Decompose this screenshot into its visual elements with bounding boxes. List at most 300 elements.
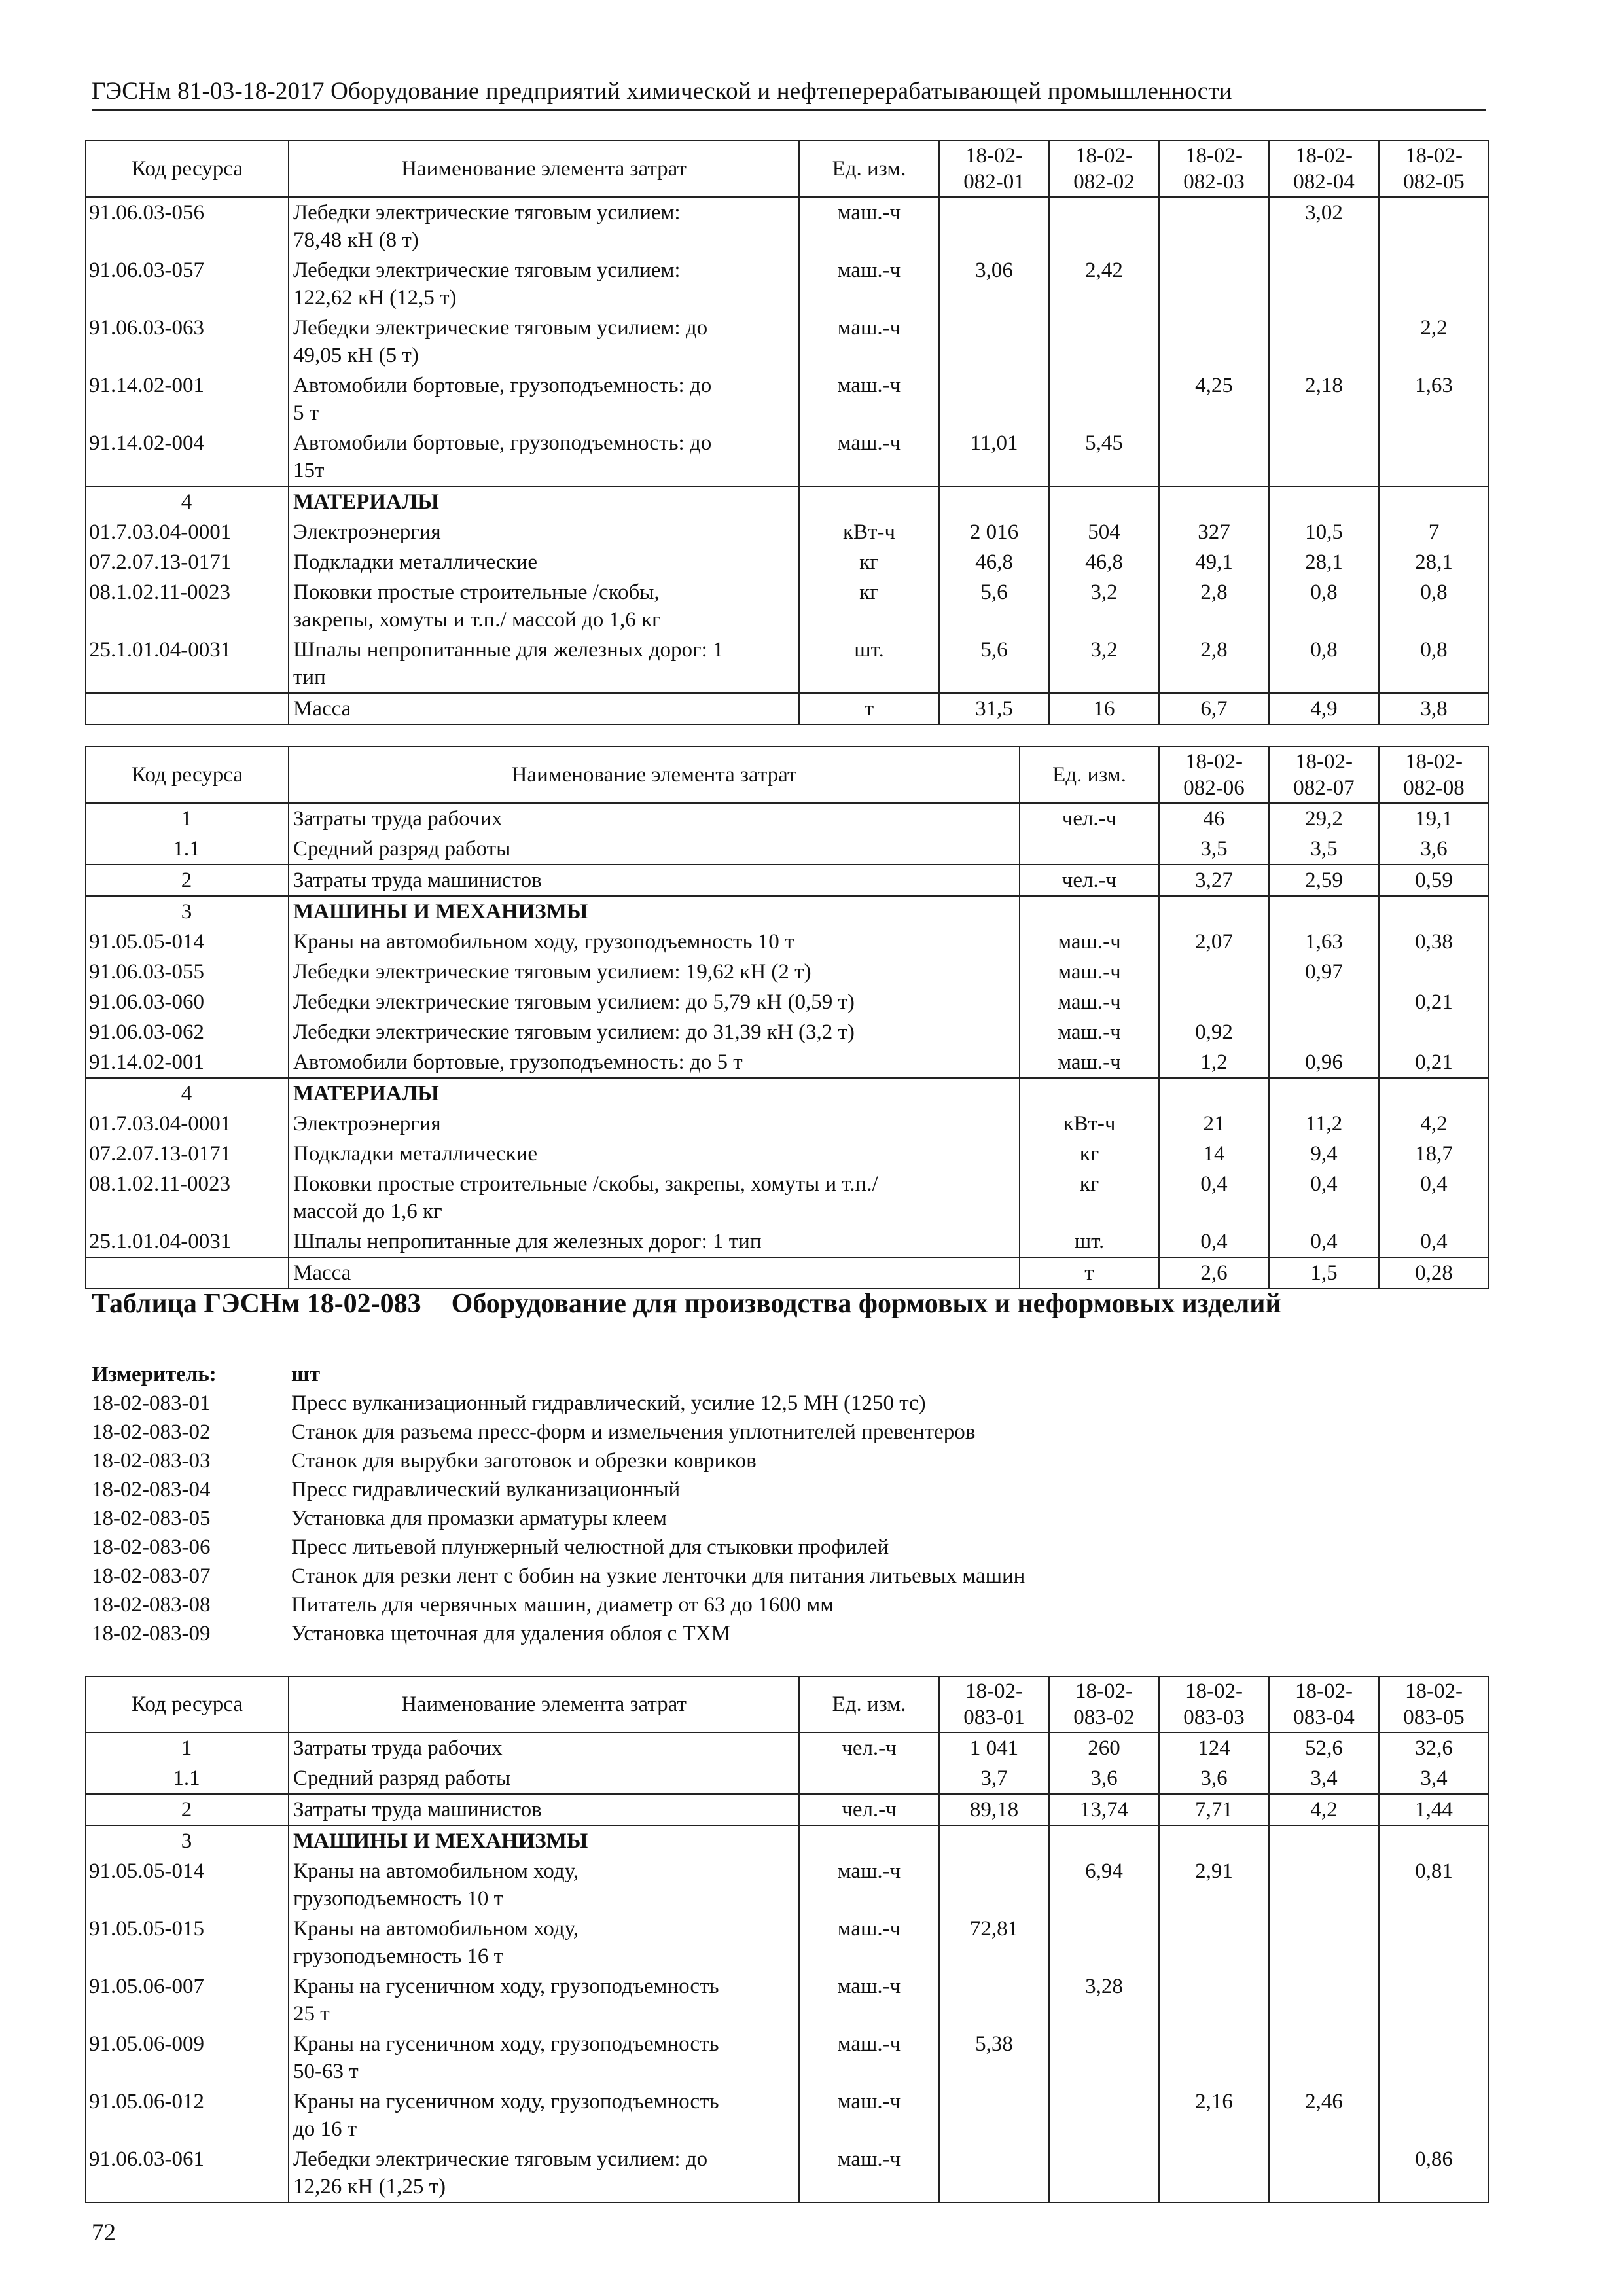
value-cell: 9,4 [1269, 1139, 1379, 1169]
resource-code: 91.05.06-012 [86, 2087, 289, 2144]
value-cell: 16 [1049, 693, 1159, 725]
resource-code: 91.05.06-009 [86, 2029, 289, 2087]
value-cell [1159, 2029, 1269, 2087]
value-cell: 52,6 [1269, 1732, 1379, 1763]
table-row [86, 517, 1489, 547]
value-cell: 11,2 [1269, 1109, 1379, 1139]
cost-element-name: Подкладки металлические [289, 1139, 1020, 1169]
value-cell [939, 1856, 1049, 1914]
value-cell [939, 313, 1049, 370]
value-cell: 3,5 [1159, 834, 1269, 865]
unit-of-measure: маш.-ч [799, 2029, 939, 2087]
value-cell: 0,21 [1379, 1047, 1489, 1078]
resource-code: 91.05.05-014 [86, 927, 289, 957]
value-cell: 31,5 [939, 693, 1049, 725]
value-cell: 4,9 [1269, 693, 1379, 725]
table-row [86, 1109, 1489, 1139]
table-header-row [86, 141, 1489, 197]
value-cell: 3,7 [939, 1763, 1049, 1794]
measure-item-text: Установка для промазки арматуры клеем [291, 1507, 667, 1530]
cost-element-name: Средний разряд работы [289, 834, 1020, 865]
value-cell: 3,6 [1159, 1763, 1269, 1794]
table-row [86, 1732, 1489, 1763]
value-cell [1379, 2087, 1489, 2144]
value-cell [1269, 1914, 1379, 1971]
table-row [86, 1794, 1489, 1825]
column-header: 18-02- 083-05 [1379, 1676, 1489, 1732]
value-cell: 0,28 [1379, 1257, 1489, 1289]
unit-of-measure: маш.-ч [1020, 1047, 1159, 1078]
resource-code: 25.1.01.04-0031 [86, 635, 289, 693]
table-row [86, 957, 1489, 987]
value-cell [1049, 313, 1159, 370]
cost-element-name: МАТЕРИАЛЫ [289, 486, 799, 517]
cost-element-name: Подкладки металлические [289, 547, 799, 577]
value-cell: 28,1 [1379, 547, 1489, 577]
value-cell [1159, 957, 1269, 987]
resource-code: 01.7.03.04-0001 [86, 517, 289, 547]
value-cell: 1,2 [1159, 1047, 1269, 1078]
cost-element-name: Лебедки электрические тяговым усилием: до 12,26 кН (1,25 т) [289, 2144, 799, 2202]
value-cell: 1,63 [1269, 927, 1379, 957]
measure-item-code: 18-02-083-08 [92, 1593, 211, 1617]
value-cell [1379, 428, 1489, 486]
value-cell [939, 1825, 1049, 1856]
cost-element-name: Масса [289, 693, 799, 725]
value-cell [1049, 2144, 1159, 2202]
unit-of-measure: шт. [799, 635, 939, 693]
value-cell: 0,4 [1159, 1227, 1269, 1257]
value-cell [1159, 1971, 1269, 2029]
cost-element-name: Краны на автомобильном ходу, грузоподъемность 10 т [289, 927, 1020, 957]
column-header: 18-02- 082-05 [1379, 141, 1489, 197]
page-number: 72 [92, 2219, 116, 2246]
table-row [86, 834, 1489, 865]
value-cell: 3,4 [1379, 1763, 1489, 1794]
unit-of-measure: кг [1020, 1169, 1159, 1227]
resource-code [86, 1257, 289, 1289]
table-title-id: Таблица ГЭСНм 18-02-083 [92, 1289, 421, 1319]
value-cell: 0,38 [1379, 927, 1489, 957]
measure-item-text: Установка щеточная для удаления облоя с ТХМ [291, 1622, 730, 1645]
table-row [86, 1971, 1489, 2029]
value-cell [1159, 1078, 1269, 1109]
value-cell: 3,2 [1049, 635, 1159, 693]
value-cell: 2,91 [1159, 1856, 1269, 1914]
value-cell: 72,81 [939, 1914, 1049, 1971]
value-cell: 2,6 [1159, 1257, 1269, 1289]
cost-element-name: Краны на гусеничном ходу, грузоподъемность 25 т [289, 1971, 799, 2029]
resource-code: 07.2.07.13-0171 [86, 547, 289, 577]
column-header: 18-02- 083-02 [1049, 1676, 1159, 1732]
value-cell [1159, 255, 1269, 313]
value-cell [1159, 1914, 1269, 1971]
value-cell: 1,5 [1269, 1257, 1379, 1289]
value-cell [1269, 1856, 1379, 1914]
cost-element-name: Средний разряд работы [289, 1763, 799, 1794]
measure-item-code: 18-02-083-01 [92, 1391, 211, 1415]
resource-code: 91.14.02-004 [86, 428, 289, 486]
value-cell: 7 [1379, 517, 1489, 547]
table-row [86, 1763, 1489, 1794]
value-cell [1269, 987, 1379, 1017]
column-header: Код ресурса [86, 1676, 289, 1732]
section-row [86, 896, 1489, 927]
resource-code: 2 [86, 865, 289, 896]
resource-code: 4 [86, 1078, 289, 1109]
value-cell: 11,01 [939, 428, 1049, 486]
measure-item-text: Пресс литьевой плунжерный челюстной для стыковки профилей [291, 1535, 889, 1559]
unit-of-measure: кг [1020, 1139, 1159, 1169]
column-header: Ед. изм. [799, 1676, 939, 1732]
unit-of-measure: маш.-ч [799, 1914, 939, 1971]
value-cell [1379, 1914, 1489, 1971]
value-cell [1159, 896, 1269, 927]
value-cell: 327 [1159, 517, 1269, 547]
value-cell: 6,94 [1049, 1856, 1159, 1914]
value-cell [1269, 1825, 1379, 1856]
cost-element-name: Лебедки электрические тяговым усилием: до 49,05 кН (5 т) [289, 313, 799, 370]
value-cell: 46,8 [1049, 547, 1159, 577]
measure-item-code: 18-02-083-05 [92, 1507, 211, 1530]
column-header: Ед. изм. [1020, 747, 1159, 803]
total-row [86, 1257, 1489, 1289]
value-cell: 3,02 [1269, 197, 1379, 255]
value-cell: 46,8 [939, 547, 1049, 577]
measure-item-code: 18-02-083-06 [92, 1535, 211, 1559]
resource-code: 91.14.02-001 [86, 1047, 289, 1078]
value-cell: 49,1 [1159, 547, 1269, 577]
value-cell [1269, 486, 1379, 517]
value-cell [1159, 1825, 1269, 1856]
cost-element-name: Затраты труда машинистов [289, 1794, 799, 1825]
value-cell [1379, 1078, 1489, 1109]
resource-code: 91.05.06-007 [86, 1971, 289, 2029]
value-cell: 2,8 [1159, 635, 1269, 693]
value-cell: 0,8 [1379, 577, 1489, 635]
resource-code: 1 [86, 1732, 289, 1763]
measure-item-text: Питатель для червячных машин, диаметр от 63 до 1600 мм [291, 1593, 834, 1617]
unit-of-measure: маш.-ч [799, 255, 939, 313]
value-cell: 3,6 [1049, 1763, 1159, 1794]
column-header: 18-02- 083-04 [1269, 1676, 1379, 1732]
value-cell [1049, 2029, 1159, 2087]
running-header: ГЭСНм 81-03-18-2017 Оборудование предприятий химической и нефтеперерабатывающей промышленности [92, 77, 1486, 111]
unit-of-measure: маш.-ч [1020, 1017, 1159, 1047]
cost-element-name: Шпалы непропитанные для железных дорог: 1 тип [289, 635, 799, 693]
value-cell: 5,38 [939, 2029, 1049, 2087]
value-cell [1159, 2144, 1269, 2202]
value-cell [1049, 2087, 1159, 2144]
cost-element-name: Шпалы непропитанные для железных дорог: 1 тип [289, 1227, 1020, 1257]
unit-of-measure [799, 486, 939, 517]
resource-code: 91.06.03-057 [86, 255, 289, 313]
value-cell [1379, 197, 1489, 255]
value-cell: 0,4 [1159, 1169, 1269, 1227]
column-header: 18-02- 082-07 [1269, 747, 1379, 803]
value-cell: 5,45 [1049, 428, 1159, 486]
value-cell [1379, 486, 1489, 517]
cost-element-name: Поковки простые строительные /скобы, закрепы, хомуты и т.п./ массой до 1,6 кг [289, 1169, 1020, 1227]
value-cell: 4,2 [1379, 1109, 1489, 1139]
value-cell: 0,97 [1269, 957, 1379, 987]
unit-of-measure: маш.-ч [799, 428, 939, 486]
value-cell: 504 [1049, 517, 1159, 547]
column-header: 18-02- 082-01 [939, 141, 1049, 197]
table-row [86, 987, 1489, 1017]
value-cell [1159, 197, 1269, 255]
unit-of-measure: маш.-ч [799, 313, 939, 370]
unit-of-measure: маш.-ч [799, 2144, 939, 2202]
value-cell: 14 [1159, 1139, 1269, 1169]
value-cell: 0,4 [1379, 1227, 1489, 1257]
measure-item-code: 18-02-083-02 [92, 1420, 211, 1444]
unit-of-measure: чел.-ч [1020, 865, 1159, 896]
resource-code: 4 [86, 486, 289, 517]
resource-code: 1.1 [86, 834, 289, 865]
value-cell: 0,59 [1379, 865, 1489, 896]
cost-element-name: Затраты труда рабочих [289, 803, 1020, 834]
resource-code: 91.06.03-055 [86, 957, 289, 987]
table-title [92, 1288, 1311, 1319]
table-row [86, 1139, 1489, 1169]
column-header: 18-02- 082-08 [1379, 747, 1489, 803]
unit-of-measure: маш.-ч [1020, 987, 1159, 1017]
value-cell: 2,07 [1159, 927, 1269, 957]
resource-table-082-01-05 [85, 140, 1489, 725]
value-cell: 6,7 [1159, 693, 1269, 725]
value-cell [939, 197, 1049, 255]
value-cell [939, 486, 1049, 517]
cost-element-name: Затраты труда рабочих [289, 1732, 799, 1763]
resource-code: 91.06.03-060 [86, 987, 289, 1017]
measure-item-code: 18-02-083-03 [92, 1449, 211, 1473]
column-header: 18-02- 082-06 [1159, 747, 1269, 803]
value-cell [939, 2087, 1049, 2144]
resource-code: 01.7.03.04-0001 [86, 1109, 289, 1139]
value-cell [939, 1971, 1049, 2029]
value-cell [1269, 255, 1379, 313]
value-cell [1379, 1017, 1489, 1047]
column-header: Наименование элемента затрат [289, 747, 1020, 803]
value-cell: 0,4 [1379, 1169, 1489, 1227]
resource-code: 2 [86, 1794, 289, 1825]
value-cell: 0,4 [1269, 1169, 1379, 1227]
measure-item-text: Пресс гидравлический вулканизационный [291, 1478, 681, 1501]
value-cell: 3,28 [1049, 1971, 1159, 2029]
value-cell: 28,1 [1269, 547, 1379, 577]
measure-item-code: 18-02-083-04 [92, 1478, 211, 1501]
value-cell: 21 [1159, 1109, 1269, 1139]
value-cell: 1,44 [1379, 1794, 1489, 1825]
value-cell: 4,25 [1159, 370, 1269, 428]
table-row [86, 255, 1489, 313]
cost-element-name: Краны на гусеничном ходу, грузоподъемность до 16 т [289, 2087, 799, 2144]
unit-of-measure: маш.-ч [799, 370, 939, 428]
column-header: 18-02- 082-03 [1159, 141, 1269, 197]
table-title-name: Оборудование для производства формовых и неформовых изделий [451, 1289, 1281, 1319]
value-cell: 2 016 [939, 517, 1049, 547]
value-cell [1379, 255, 1489, 313]
cost-element-name: Электроэнергия [289, 1109, 1020, 1139]
table-row [86, 865, 1489, 896]
column-header: 18-02- 082-02 [1049, 141, 1159, 197]
column-header: Ед. изм. [799, 141, 939, 197]
resource-code: 91.06.03-061 [86, 2144, 289, 2202]
section-row [86, 1078, 1489, 1109]
value-cell: 46 [1159, 803, 1269, 834]
resource-code: 08.1.02.11-0023 [86, 577, 289, 635]
value-cell [1269, 2029, 1379, 2087]
value-cell: 18,7 [1379, 1139, 1489, 1169]
resource-code: 3 [86, 1825, 289, 1856]
table-row [86, 1856, 1489, 1914]
value-cell: 3,27 [1159, 865, 1269, 896]
unit-of-measure: маш.-ч [799, 2087, 939, 2144]
measure-item-text: Станок для разъема пресс-форм и измельчения уплотнителей превентеров [291, 1420, 976, 1444]
column-header: Наименование элемента затрат [289, 141, 799, 197]
value-cell [1379, 1971, 1489, 2029]
resource-table-082-06-08 [85, 746, 1489, 1289]
column-header: Код ресурса [86, 141, 289, 197]
resource-table-083-01-05 [85, 1676, 1489, 2203]
value-cell: 1,63 [1379, 370, 1489, 428]
value-cell: 3,4 [1269, 1763, 1379, 1794]
value-cell: 3,2 [1049, 577, 1159, 635]
cost-element-name: Краны на автомобильном ходу, грузоподъемность 10 т [289, 1856, 799, 1914]
value-cell: 3,06 [939, 255, 1049, 313]
value-cell: 32,6 [1379, 1732, 1489, 1763]
resource-code: 91.06.03-062 [86, 1017, 289, 1047]
unit-of-measure: кг [799, 577, 939, 635]
table-header-row [86, 1676, 1489, 1732]
value-cell [1049, 197, 1159, 255]
unit-of-measure: кг [799, 547, 939, 577]
value-cell [1269, 2144, 1379, 2202]
value-cell: 124 [1159, 1732, 1269, 1763]
measure-item-code: 18-02-083-07 [92, 1564, 211, 1588]
table-row [86, 313, 1489, 370]
value-cell [1159, 313, 1269, 370]
unit-of-measure: маш.-ч [799, 1856, 939, 1914]
unit-of-measure: чел.-ч [799, 1732, 939, 1763]
unit-of-measure: т [1020, 1257, 1159, 1289]
cost-element-name: Лебедки электрические тяговым усилием: до 31,39 кН (3,2 т) [289, 1017, 1020, 1047]
value-cell [1049, 486, 1159, 517]
value-cell: 0,86 [1379, 2144, 1489, 2202]
measure-item-text: Станок для вырубки заготовок и обрезки ковриков [291, 1449, 757, 1473]
value-cell [1379, 1825, 1489, 1856]
measure-item-text: Станок для резки лент с бобин на узкие ленточки для питания литьевых машин [291, 1564, 1026, 1588]
unit-of-measure: чел.-ч [799, 1794, 939, 1825]
table-row [86, 1017, 1489, 1047]
table-row [86, 577, 1489, 635]
column-header: 18-02- 083-03 [1159, 1676, 1269, 1732]
unit-of-measure: маш.-ч [1020, 927, 1159, 957]
unit-of-measure [799, 1763, 939, 1794]
table-row [86, 197, 1489, 255]
value-cell: 2,2 [1379, 313, 1489, 370]
table-row [86, 2029, 1489, 2087]
resource-code: 91.14.02-001 [86, 370, 289, 428]
unit-of-measure: чел.-ч [1020, 803, 1159, 834]
value-cell [1269, 1971, 1379, 2029]
value-cell: 3,8 [1379, 693, 1489, 725]
table-row [86, 547, 1489, 577]
resource-code: 3 [86, 896, 289, 927]
value-cell: 29,2 [1269, 803, 1379, 834]
resource-code: 91.06.03-056 [86, 197, 289, 255]
value-cell [1269, 428, 1379, 486]
measure-item-text: Пресс вулканизационный гидравлический, усилие 12,5 МН (1250 тс) [291, 1391, 926, 1415]
value-cell [1159, 486, 1269, 517]
total-row [86, 693, 1489, 725]
value-cell [1379, 957, 1489, 987]
section-row [86, 486, 1489, 517]
value-cell: 2,16 [1159, 2087, 1269, 2144]
unit-of-measure: т [799, 693, 939, 725]
resource-code: 91.06.03-063 [86, 313, 289, 370]
value-cell: 260 [1049, 1732, 1159, 1763]
cost-element-name: Краны на гусеничном ходу, грузоподъемность 50-63 т [289, 2029, 799, 2087]
value-cell: 5,6 [939, 635, 1049, 693]
value-cell [1049, 1914, 1159, 1971]
table-row [86, 1227, 1489, 1257]
table-row [86, 370, 1489, 428]
value-cell: 10,5 [1269, 517, 1379, 547]
cost-element-name: Лебедки электрические тяговым усилием: 78,48 кН (8 т) [289, 197, 799, 255]
value-cell: 0,21 [1379, 987, 1489, 1017]
value-cell [1379, 896, 1489, 927]
resource-code: 1.1 [86, 1763, 289, 1794]
cost-element-name: МАШИНЫ И МЕХАНИЗМЫ [289, 896, 1020, 927]
value-cell [1269, 313, 1379, 370]
cost-element-name: Масса [289, 1257, 1020, 1289]
value-cell: 0,8 [1269, 577, 1379, 635]
cost-element-name: Лебедки электрические тяговым усилием: до 5,79 кН (0,59 т) [289, 987, 1020, 1017]
unit-of-measure [799, 1825, 939, 1856]
cost-element-name: Автомобили бортовые, грузоподъемность: до 5 т [289, 370, 799, 428]
unit-of-measure: маш.-ч [799, 1971, 939, 2029]
cost-element-name: Лебедки электрические тяговым усилием: 19,62 кН (2 т) [289, 957, 1020, 987]
value-cell: 2,46 [1269, 2087, 1379, 2144]
column-header: 18-02- 083-01 [939, 1676, 1049, 1732]
value-cell: 3,6 [1379, 834, 1489, 865]
value-cell: 0,92 [1159, 1017, 1269, 1047]
unit-of-measure [1020, 1078, 1159, 1109]
table-row [86, 927, 1489, 957]
table-row [86, 1169, 1489, 1227]
value-cell: 2,59 [1269, 865, 1379, 896]
cost-element-name: Автомобили бортовые, грузоподъемность: до 15т [289, 428, 799, 486]
unit-of-measure: маш.-ч [1020, 957, 1159, 987]
table-row [86, 2087, 1489, 2144]
unit-of-measure: кВт-ч [1020, 1109, 1159, 1139]
cost-element-name: Лебедки электрические тяговым усилием: 122,62 кН (12,5 т) [289, 255, 799, 313]
value-cell [1379, 2029, 1489, 2087]
value-cell: 0,8 [1269, 635, 1379, 693]
cost-element-name: МАШИНЫ И МЕХАНИЗМЫ [289, 1825, 799, 1856]
value-cell [1159, 987, 1269, 1017]
resource-code: 91.05.05-015 [86, 1914, 289, 1971]
cost-element-name: Электроэнергия [289, 517, 799, 547]
value-cell [1049, 370, 1159, 428]
measure-label: Измеритель: [92, 1363, 217, 1386]
value-cell: 2,8 [1159, 577, 1269, 635]
value-cell: 13,74 [1049, 1794, 1159, 1825]
resource-code: 25.1.01.04-0031 [86, 1227, 289, 1257]
column-header: Наименование элемента затрат [289, 1676, 799, 1732]
